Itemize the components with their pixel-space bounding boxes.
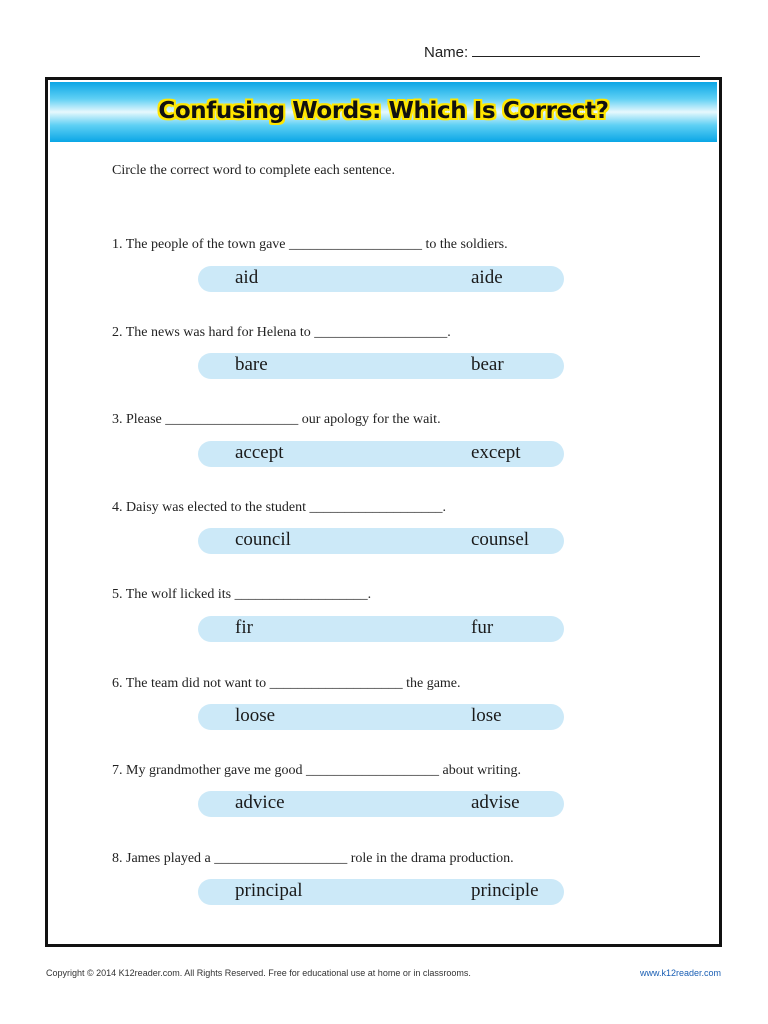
option-lose[interactable]: lose bbox=[471, 705, 502, 726]
option-fur[interactable]: fur bbox=[471, 617, 494, 638]
name-label: Name: bbox=[424, 44, 469, 61]
question-6: 6. The team did not want to ___________________ the game. bbox=[112, 676, 461, 691]
option-advise[interactable]: advise bbox=[471, 792, 520, 813]
question-3: 3. Please ___________________ our apology for the wait. bbox=[112, 412, 441, 427]
answer-choices-6 bbox=[198, 704, 564, 730]
option-counsel[interactable]: counsel bbox=[471, 529, 530, 550]
option-fir[interactable]: fir bbox=[235, 617, 253, 638]
name-field[interactable] bbox=[424, 42, 700, 61]
answer-choices-2 bbox=[198, 353, 564, 379]
answer-choices-8 bbox=[198, 879, 564, 905]
name-blank[interactable] bbox=[472, 42, 700, 57]
option-accept[interactable]: accept bbox=[235, 442, 284, 463]
copyright-notice: Copyright © 2014 K12reader.com. All Rights Reserved. Free for educational use at home or in classrooms. bbox=[46, 968, 471, 978]
option-aid[interactable]: aid bbox=[235, 267, 259, 288]
option-except[interactable]: except bbox=[471, 442, 521, 463]
question-8: 8. James played a ___________________ role in the drama production. bbox=[112, 851, 514, 866]
question-5: 5. The wolf licked its ___________________. bbox=[112, 587, 372, 602]
answer-choices-4 bbox=[198, 528, 564, 554]
instructions: Circle the correct word to complete each sentence. bbox=[112, 163, 395, 178]
question-1: 1. The people of the town gave ___________________ to the soldiers. bbox=[112, 237, 508, 252]
option-advice[interactable]: advice bbox=[235, 792, 285, 813]
question-2: 2. The news was hard for Helena to ___________________. bbox=[112, 325, 451, 340]
title-banner bbox=[50, 82, 717, 142]
answer-choices-5 bbox=[198, 616, 564, 642]
answer-choices-1 bbox=[198, 266, 564, 292]
option-bare[interactable]: bare bbox=[235, 354, 268, 375]
option-council[interactable]: council bbox=[235, 529, 291, 550]
option-loose[interactable]: loose bbox=[235, 705, 276, 726]
answer-choices-7 bbox=[198, 791, 564, 817]
option-principal[interactable]: principal bbox=[235, 880, 303, 901]
worksheet-frame bbox=[45, 77, 722, 947]
question-4: 4. Daisy was elected to the student ___________________. bbox=[112, 500, 447, 515]
option-bear[interactable]: bear bbox=[471, 354, 504, 375]
question-7: 7. My grandmother gave me good ___________________ about writing. bbox=[112, 763, 522, 778]
worksheet-title: Confusing Words: Which Is Correct? bbox=[158, 98, 609, 124]
answer-choices-3 bbox=[198, 441, 564, 467]
option-aide[interactable]: aide bbox=[471, 267, 503, 288]
option-principle[interactable]: principle bbox=[471, 880, 539, 901]
website-link[interactable]: www.k12reader.com bbox=[639, 968, 721, 978]
